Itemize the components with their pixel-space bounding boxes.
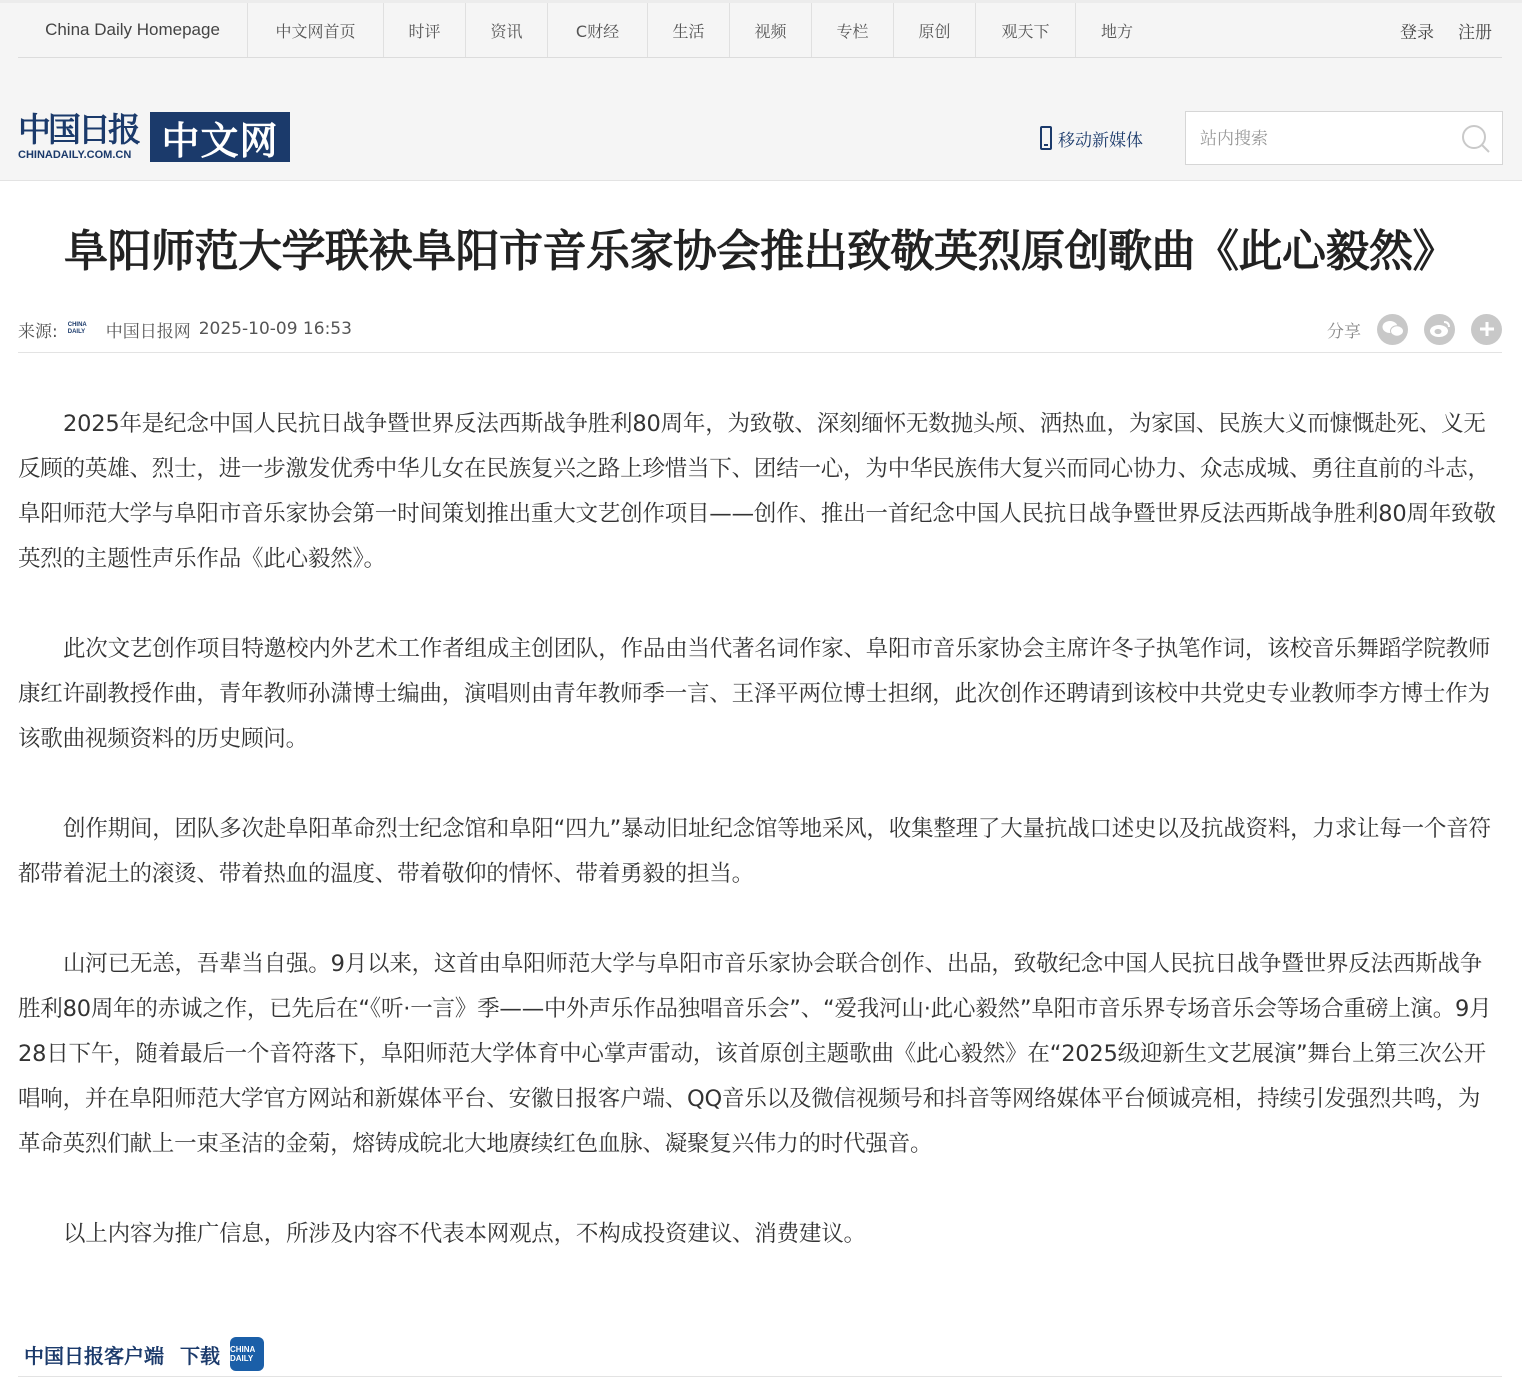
plus-icon bbox=[1479, 321, 1495, 337]
phone-icon bbox=[1040, 126, 1052, 150]
search-icon[interactable] bbox=[1460, 123, 1492, 155]
nav-item-commentary[interactable]: 时评 bbox=[384, 3, 466, 57]
nav-item-local[interactable]: 地方 bbox=[1100, 21, 1133, 41]
register-link[interactable]: 注册 bbox=[1458, 22, 1492, 43]
article-body bbox=[18, 402, 1502, 1302]
logo-chinese-site: 中文网 bbox=[150, 112, 290, 162]
mobile-media-link[interactable] bbox=[1040, 124, 1143, 152]
article-paragraph: 2025年是纪念中国人民抗日战争暨世界反法西斯战争胜利80周年，为致敬、深刻缅怀无数抛头颅、洒热血，为家国、民族大义而慷慨赴死、义无反顾的英雄、烈士，进一步激发优秀中华儿女在民族复兴之路上珍惜当下、团结一心，为中华民族伟大复兴而同心协力、众志成城、勇往直前的斗志，阜阳师范大学与阜阳市音乐家协会第一时间策划推出重大文艺创作项目——创作、推出一首纪念中国人民抗日战争暨世界反法西斯战争胜利80周年致敬英烈的主题性声乐作品《此心毅然》。 bbox=[18, 411, 1496, 572]
login-link[interactable]: 登录 bbox=[1400, 22, 1434, 43]
share-bar bbox=[1327, 314, 1502, 345]
article-paragraph: 以上内容为推广信息，所涉及内容不代表本网观点，不构成投资建议、消费建议。 bbox=[63, 1221, 866, 1247]
weibo-icon bbox=[1429, 320, 1451, 338]
nav-item-news[interactable]: 资讯 bbox=[466, 3, 548, 57]
logo-china-daily bbox=[18, 112, 146, 162]
nav-item-world[interactable]: 观天下 bbox=[976, 3, 1076, 57]
nav-item-original[interactable]: 原创 bbox=[894, 3, 976, 57]
nav-item-china-daily-homepage[interactable]: China Daily Homepage bbox=[18, 3, 248, 57]
search-box bbox=[1185, 111, 1503, 165]
publish-datetime: 2025-10-09 16:53 bbox=[198, 319, 352, 339]
source-label: 来源: bbox=[18, 321, 58, 342]
site-logo[interactable] bbox=[18, 112, 290, 162]
source-logo: CHINA DAILY bbox=[67, 322, 87, 335]
app-icon[interactable]: CHINA DAILY bbox=[230, 1337, 264, 1371]
logo-cn-text: 中国日报 bbox=[18, 110, 138, 149]
app-download-bar bbox=[18, 1332, 1502, 1377]
wechat-icon bbox=[1382, 320, 1404, 338]
app-download-link[interactable]: 下载 bbox=[180, 1343, 220, 1368]
mobile-media-label: 移动新媒体 bbox=[1058, 130, 1143, 151]
article-paragraph: 山河已无恙，吾辈当自强。9月以来，这首由阜阳师范大学与阜阳市音乐家协会联合创作、出品，致敬纪念中国人民抗日战争暨世界反法西斯战争胜利80周年的赤诚之作，已先后在“《听·一言》季——中外声乐作品独唱音乐会”、“爱我河山·此心毅然”阜阳市音乐界专场音乐会等场合重磅上演。9月28日下午，随着最后一个音符落下，阜阳师范大学体育中心掌声雷动，该首原创主题歌曲《此心毅然》在“2025级迎新生文艺展演”舞台上第三次公开唱响，并在阜阳师范大学官方网站和新媒体平台、安徽日报客户端、QQ音乐以及微信视频号和抖音等网络媒体平台倾诚亮相，持续引发强烈共鸣，为革命英烈们献上一束圣洁的金菊，熔铸成皖北大地赓续红色血脉、凝聚复兴伟力的时代强音。 bbox=[18, 951, 1492, 1157]
auth-links bbox=[1400, 18, 1502, 43]
article-paragraph: 创作期间，团队多次赴阜阳革命烈士纪念馆和阜阳“四九”暴动旧址纪念馆等地采风，收集整理了大量抗战口述史以及抗战资料，力求让每一个音符都带着泥土的滚烫、带着热血的温度、带着敬仰的情怀、带着勇毅的担当。 bbox=[18, 816, 1491, 887]
article-meta bbox=[18, 306, 1502, 353]
source-name: 中国日报网 bbox=[105, 321, 191, 342]
share-label: 分享 bbox=[1327, 321, 1361, 342]
nav-item-column[interactable]: 专栏 bbox=[812, 3, 894, 57]
share-wechat-button[interactable] bbox=[1377, 314, 1408, 345]
nav-item-cn-home[interactable]: 中文网首页 bbox=[248, 3, 384, 57]
article-title: 阜阳师范大学联袂阜阳市音乐家协会推出致敬英烈原创歌曲《此心毅然》 bbox=[64, 226, 1456, 277]
top-nav bbox=[18, 3, 1502, 58]
nav-item-finance[interactable]: C财经 bbox=[548, 3, 648, 57]
nav-item-video[interactable]: 视频 bbox=[730, 3, 812, 57]
article-paragraph: 此次文艺创作项目特邀校内外艺术工作者组成主创团队，作品由当代著名词作家、阜阳市音乐家协会主席许冬子执笔作词，该校音乐舞蹈学院教师康红许副教授作曲，青年教师孙潇博士编曲，演唱则由青年教师季一言、王泽平两位博士担纲，此次创作还聘请到该校中共党史专业教师李方博士作为该歌曲视频资料的历史顾问。 bbox=[18, 636, 1491, 752]
share-more-button[interactable] bbox=[1471, 314, 1502, 345]
site-header bbox=[0, 0, 1522, 181]
app-name: 中国日报客户端 bbox=[24, 1343, 164, 1368]
nav-item-life[interactable]: 生活 bbox=[648, 3, 730, 57]
search-input[interactable] bbox=[1186, 112, 1462, 166]
logo-en-text: CHINADAILY.COM.CN bbox=[18, 149, 132, 161]
share-weibo-button[interactable] bbox=[1424, 314, 1455, 345]
